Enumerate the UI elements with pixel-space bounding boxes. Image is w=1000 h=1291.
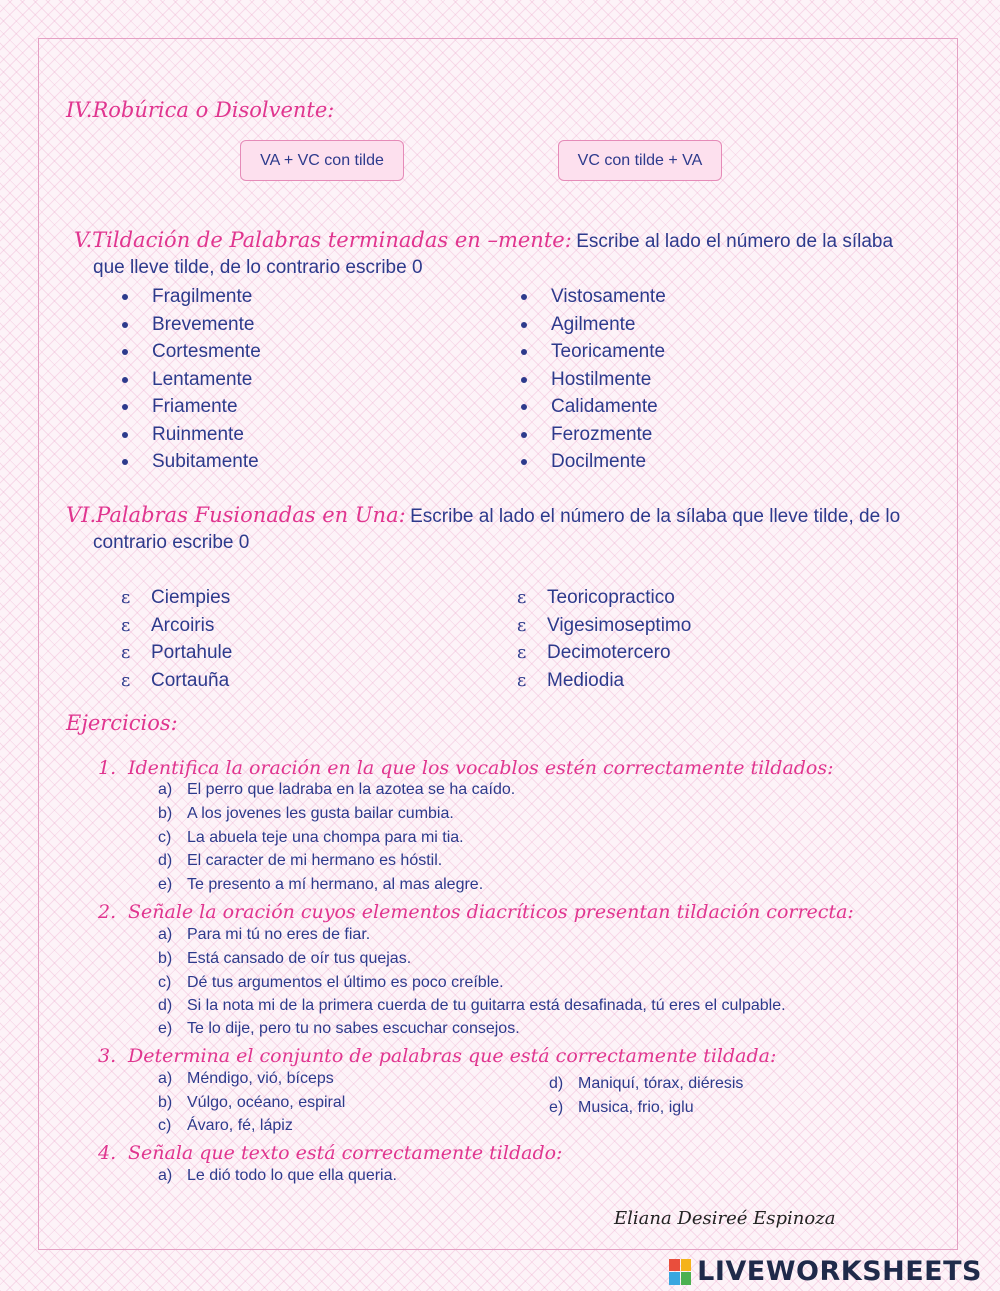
list-item: Vistosamente (517, 283, 666, 311)
question-text: Determina el conjunto de palabras que está correctamente tildada: (128, 1045, 777, 1067)
section-6-instruction: Escribe al lado el número de la sílaba que lleve tilde, de lo (410, 506, 901, 527)
epsilon-bullet-icon: ε (121, 587, 131, 608)
list-item: Subitamente (118, 448, 261, 476)
question-3 (98, 1045, 776, 1067)
bullet-icon (521, 404, 527, 410)
option: e) Te lo dije, pero tu no sabes escuchar consejos. (158, 1020, 520, 1037)
epsilon-bullet-icon: ε (517, 587, 527, 608)
list-item: Brevemente (118, 311, 261, 339)
option: e) Musica, frio, iglu (549, 1099, 694, 1116)
option: a) El perro que ladraba en la azotea se ha caído. (158, 781, 516, 798)
epsilon-bullet-icon: ε (517, 614, 527, 636)
section-5-instruction: Escribe al lado el número de la sílaba (576, 231, 894, 252)
option: e) Te presento a mí hermano, al mas alegre. (158, 876, 484, 893)
section-6-title: VI.Palabras Fusionadas en Una: (66, 503, 406, 527)
bullet-icon (521, 377, 527, 383)
question-2 (98, 901, 854, 923)
list-item: Cortesmente (118, 338, 261, 366)
epsilon-bullet-icon: ε (121, 642, 131, 663)
option: b) Está cansado de oír tus quejas. (158, 950, 412, 967)
bullet-icon (122, 377, 128, 383)
fused-list-right (517, 584, 691, 694)
bullet-icon (122, 322, 128, 328)
epsilon-bullet-icon: ε (121, 669, 131, 691)
option: a) Méndigo, vió, bíceps (158, 1070, 334, 1087)
brand-name: LIVEWORKSHEETS (697, 1256, 982, 1287)
formula-box-left: VA + VC con tilde (240, 140, 404, 181)
bullet-icon (521, 349, 527, 355)
bullet-icon (122, 349, 128, 355)
option: b) Vúlgo, océano, espiral (158, 1094, 346, 1111)
section-5-title: V.Tildación de Palabras terminadas en –mente: (74, 228, 572, 252)
option: c) Dé tus argumentos el último es poco creíble. (158, 974, 504, 991)
question-text: Señala que texto está correctamente tildado: (128, 1142, 563, 1164)
option: a) Para mi tú no eres de fiar. (158, 926, 371, 943)
list-item: Calidamente (517, 393, 666, 421)
section-6-instruction-cont: contrario escribe 0 (93, 532, 250, 553)
list-item: Ferozmente (517, 421, 666, 449)
option: d) El caracter de mi hermano es hóstil. (158, 852, 443, 869)
epsilon-bullet-icon: ε (517, 669, 527, 691)
option: c) La abuela teje una chompa para mi tia. (158, 829, 464, 846)
section-6-heading (66, 503, 900, 528)
exercises-title: Ejercicios: (66, 711, 178, 735)
option: d) Si la nota mi de la primera cuerda de tu guitarra está desafinada, tú eres el culpable. (158, 997, 786, 1014)
list-item: Hostilmente (517, 366, 666, 394)
list-item: ε Mediodia (517, 667, 691, 695)
mente-list-right (517, 283, 666, 476)
bullet-icon (521, 322, 527, 328)
option: d) Maniquí, tórax, diéresis (549, 1075, 744, 1092)
option: c) Ávaro, fé, lápiz (158, 1117, 293, 1134)
mente-list-left (118, 283, 261, 476)
list-item: ε Ciempies (121, 584, 232, 612)
bullet-icon (521, 294, 527, 300)
list-item: Fragilmente (118, 283, 261, 311)
bullet-icon (122, 459, 128, 465)
question-1 (98, 757, 834, 779)
list-item: ε Portahule (121, 639, 232, 667)
liveworksheets-logo-icon (669, 1259, 691, 1285)
list-item: ε Teoricopractico (517, 584, 691, 612)
section-5-heading (74, 228, 893, 253)
list-item: Ruinmente (118, 421, 261, 449)
liveworksheets-logo[interactable] (669, 1256, 982, 1287)
bullet-icon (521, 432, 527, 438)
formula-box-right: VC con tilde + VA (558, 140, 722, 181)
section-4-title: IV.Robúrica o Disolvente: (66, 98, 335, 122)
author-signature: Eliana Desireé Espinoza (614, 1208, 836, 1229)
question-text: Identifica la oración en la que los vocablos estén correctamente tildados: (128, 757, 834, 779)
option: b) A los jovenes les gusta bailar cumbia. (158, 805, 454, 822)
list-item: Docilmente (517, 448, 666, 476)
question-number: 4. (98, 1142, 117, 1164)
epsilon-bullet-icon: ε (517, 642, 527, 663)
bullet-icon (521, 459, 527, 465)
option: a) Le dió todo lo que ella queria. (158, 1167, 397, 1184)
list-item: Teoricamente (517, 338, 666, 366)
question-number: 1. (98, 757, 117, 779)
list-item: ε Vigesimoseptimo (517, 612, 691, 640)
list-item: ε Decimotercero (517, 639, 691, 667)
question-number: 3. (98, 1045, 117, 1067)
list-item: Friamente (118, 393, 261, 421)
question-text: Señale la oración cuyos elementos diacríticos presentan tildación correcta: (128, 901, 854, 923)
fused-list-left (121, 584, 232, 694)
epsilon-bullet-icon: ε (121, 614, 131, 636)
question-4 (98, 1142, 562, 1164)
list-item: Lentamente (118, 366, 261, 394)
list-item: ε Cortauña (121, 667, 232, 695)
bullet-icon (122, 432, 128, 438)
section-5-instruction-cont: que lleve tilde, de lo contrario escribe 0 (93, 257, 423, 278)
question-number: 2. (98, 901, 117, 923)
list-item: ε Arcoiris (121, 612, 232, 640)
bullet-icon (122, 294, 128, 300)
bullet-icon (122, 404, 128, 410)
list-item: Agilmente (517, 311, 666, 339)
